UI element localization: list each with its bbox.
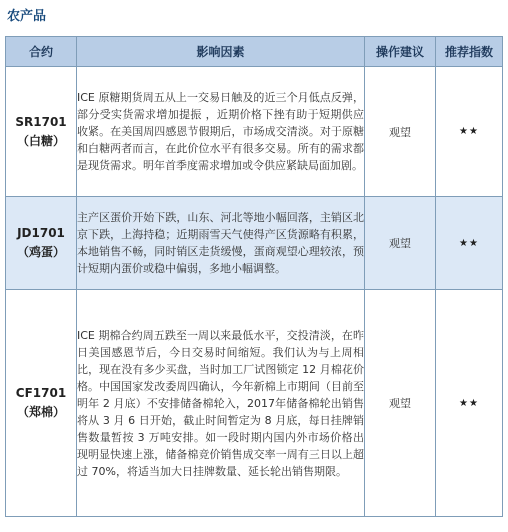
- factor-text: 主产区蛋价开始下跌，山东、河北等地小幅回落，主销区北京下跌，上海持稳；近期雨雪天气使得产区货源略有积累，本地销售不畅，同时销区走货缓慢，蛋商观望心理较浓，预计短期内蛋价或稳中偏弱，多地小幅调整。: [77, 197, 365, 290]
- table-header-row: [6, 37, 503, 67]
- contract-name: （郑棉）: [16, 405, 65, 419]
- factor-text: ICE 原糖期货周五从上一交易日触及的近三个月低点反弹，部分受实货需求增加提振 ，近期价格下挫有助于短期供应收紧。在美国周四感恩节假期后，市场成交清淡。对于原糖和白糖两者而言，在此价位水平有很多交易。所有的需求都是现货需求。明年首季度需求增加或令供应紧缺局面加剧。: [77, 67, 365, 197]
- header-action: 操作建议: [365, 37, 436, 67]
- header-rating: 推荐指数: [436, 37, 503, 67]
- contract-cell: [6, 197, 77, 290]
- contract-code: JD1701: [17, 226, 65, 240]
- action-text: 观望: [365, 197, 436, 290]
- contract-code: CF1701: [15, 386, 67, 400]
- recommendation-table: [5, 36, 503, 517]
- action-text: 观望: [365, 67, 436, 197]
- contract-name: （鸡蛋）: [16, 245, 65, 259]
- rating-stars: ★★: [436, 197, 503, 290]
- table-row: [6, 197, 503, 290]
- factor-text: ICE 期棉合约周五跌至一周以来最低水平，交投清淡，在昨日美国感恩节后，今日交易时间缩短。我们认为与上周相比，现在没有多少买盘，当时加工厂试图锁定 12 月棉花价格。中国国家发改委周四确认，今年新棉上市期间（目前至明年 2 月底）不安排储备棉轮入，2017年储备棉轮出销售将从 3 月 6 日开始，截止时间暂定为 8 月底，每日挂牌销售数量暂按 3 万吨安排。如一段时期内国内外市场价格出现明显快速上涨，储备棉竞价销售成交率一周有三日以上超过 70%，将适当加大日挂牌数量、延长轮出销售期限。: [77, 290, 365, 517]
- table-row: [6, 290, 503, 517]
- contract-name: （白糖）: [16, 133, 65, 148]
- section-title: 农产品: [7, 9, 47, 24]
- contract-cell: [6, 67, 77, 197]
- header-contract: 合约: [6, 37, 77, 67]
- contract-code: SR1701: [15, 114, 67, 129]
- contract-cell: [6, 290, 77, 517]
- rating-stars: ★★: [436, 67, 503, 197]
- table-row: [6, 67, 503, 197]
- header-factors: 影响因素: [77, 37, 365, 67]
- rating-stars: ★★: [436, 290, 503, 517]
- action-text: 观望: [365, 290, 436, 517]
